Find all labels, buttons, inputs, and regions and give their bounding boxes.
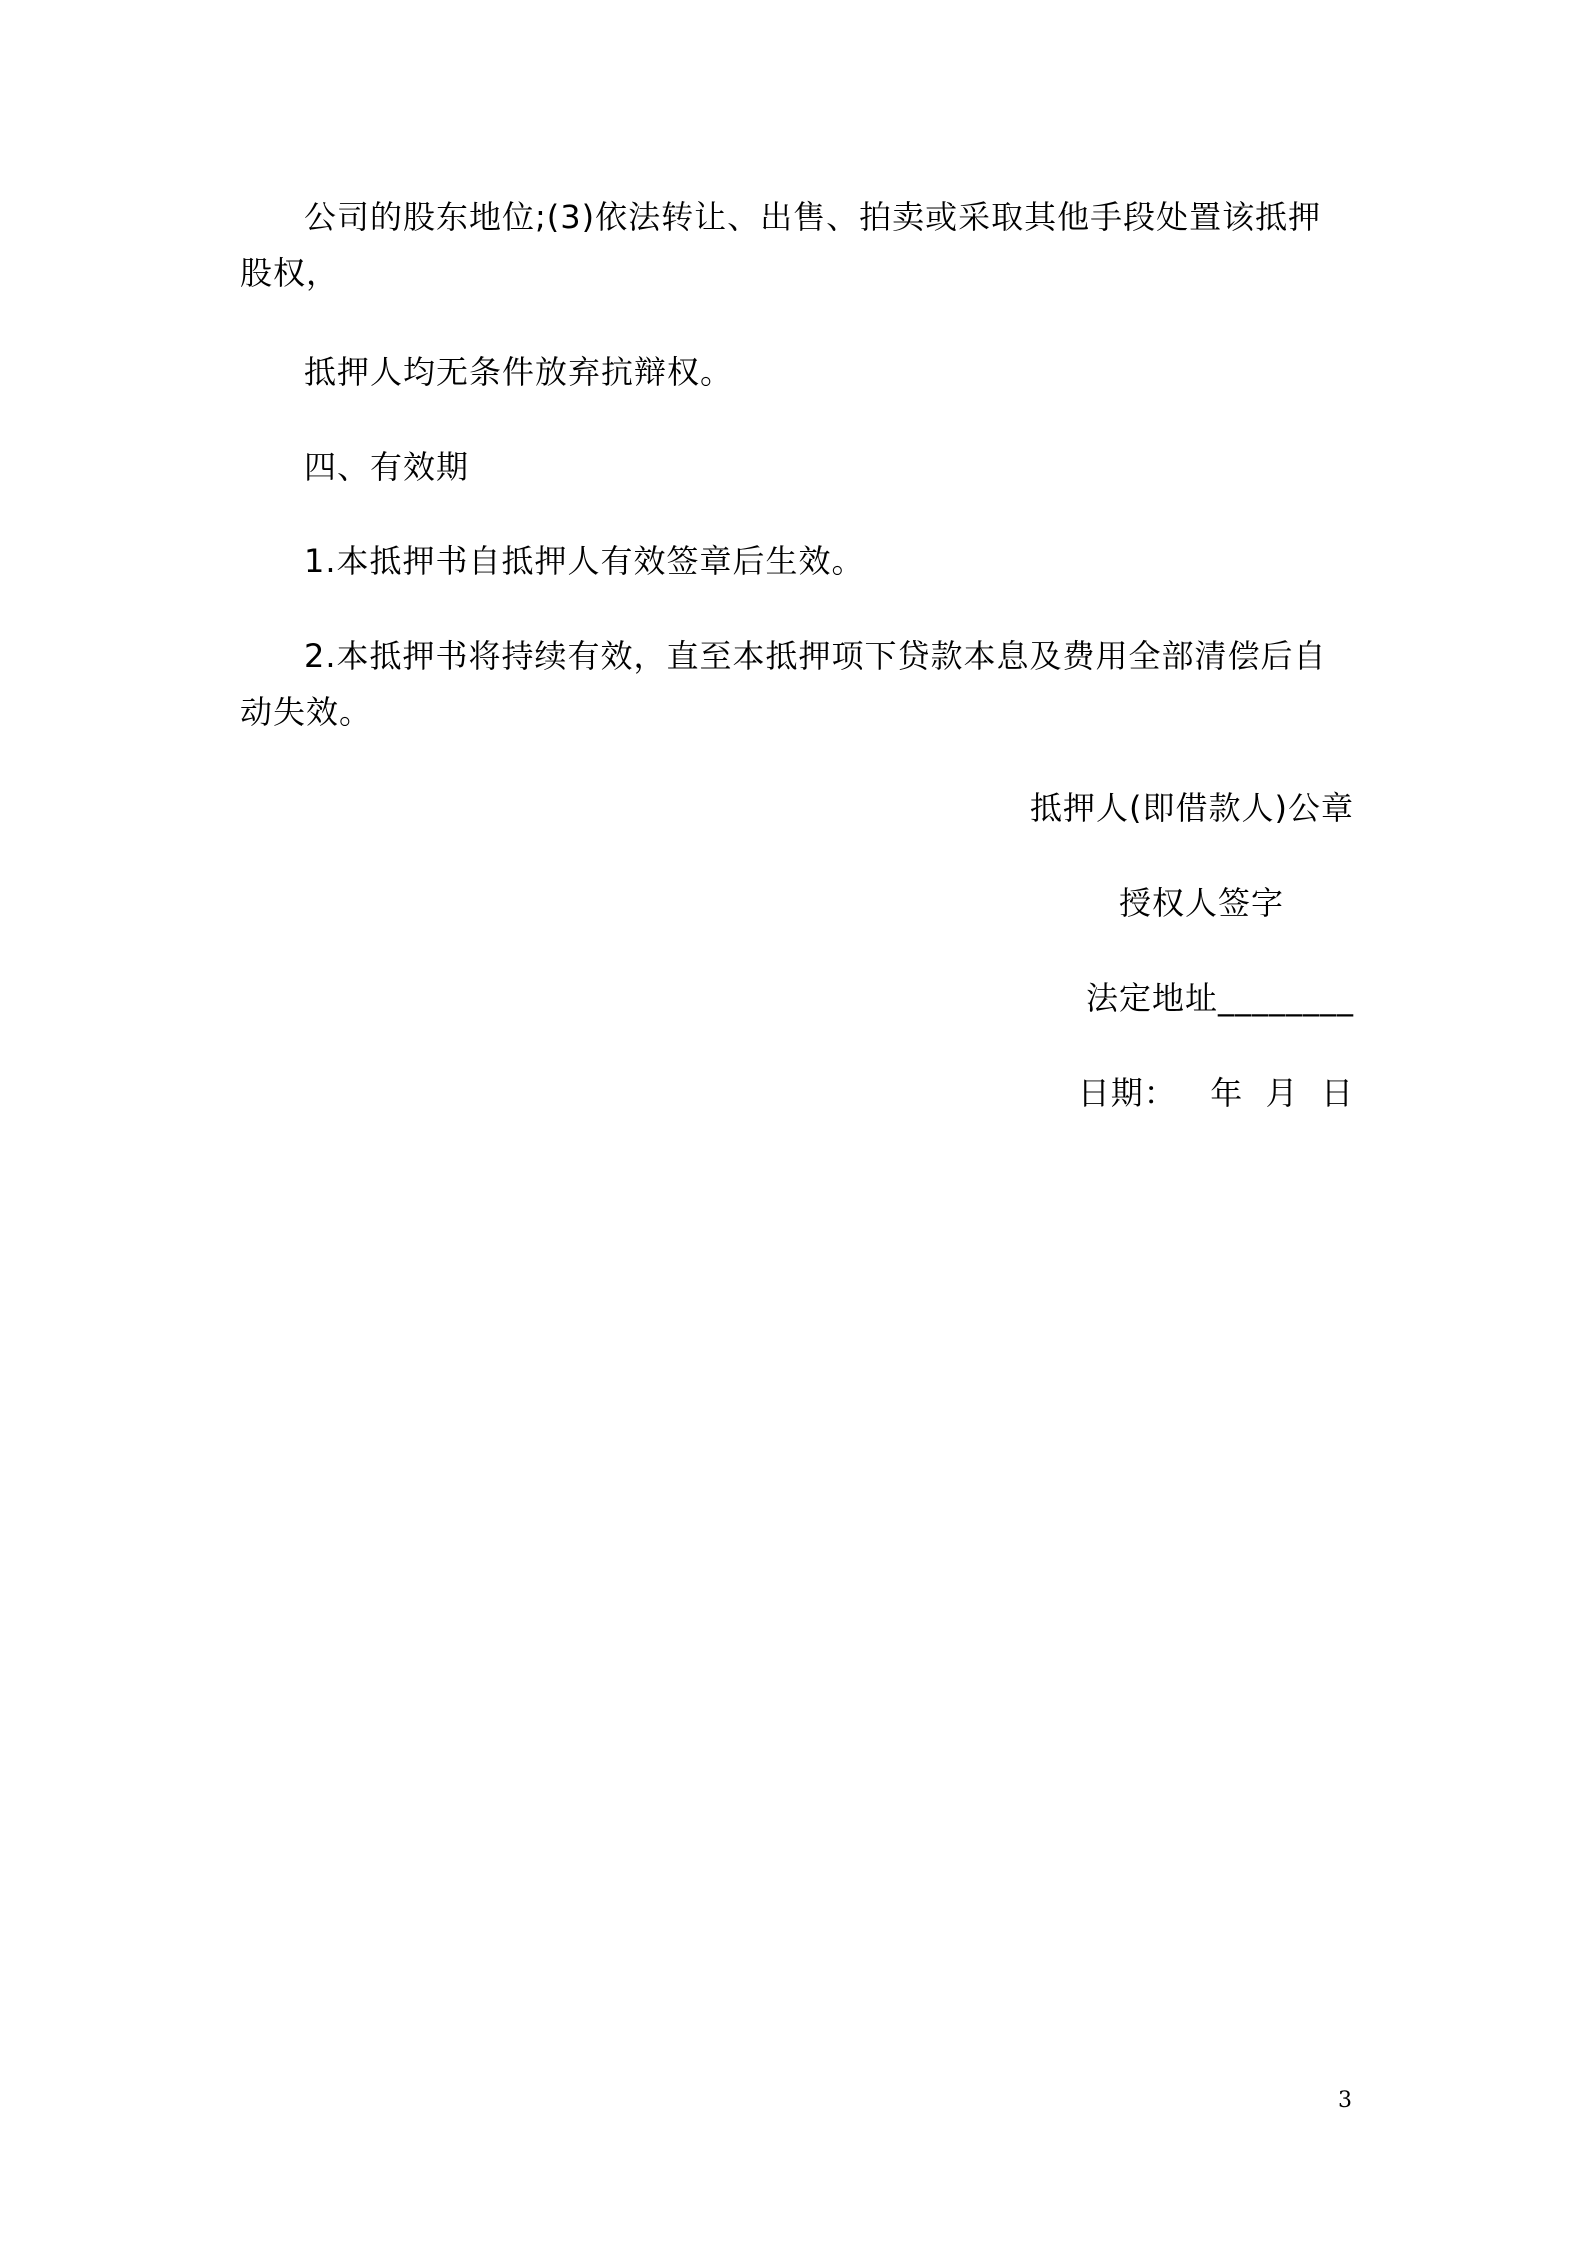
section-heading-validity: 四、有效期 xyxy=(304,448,470,486)
paragraph-pledge-disposal: 公司的股东地位;(3)依法转让、出售、拍卖或采取其他手段处置该抵押股权， xyxy=(240,198,1322,292)
paragraph-effective: 1.本抵押书自抵押人有效签章后生效。 xyxy=(304,542,865,580)
date-line: 日期： 年 月 日 xyxy=(1077,1074,1354,1112)
legal-address-line: 法定地址________ xyxy=(1085,979,1354,1017)
page-number: 3 xyxy=(1338,2088,1352,2113)
authorized-signature-line: 授权人签字 xyxy=(1118,884,1284,922)
paragraph-waiver: 抵押人均无条件放弃抗辩权。 xyxy=(304,353,734,391)
seal-line: 抵押人(即借款人)公章 xyxy=(1030,789,1354,827)
paragraph-expiry: 2.本抵押书将持续有效，直至本抵押项下贷款本息及费用全部清偿后自动失效。 xyxy=(240,637,1327,731)
